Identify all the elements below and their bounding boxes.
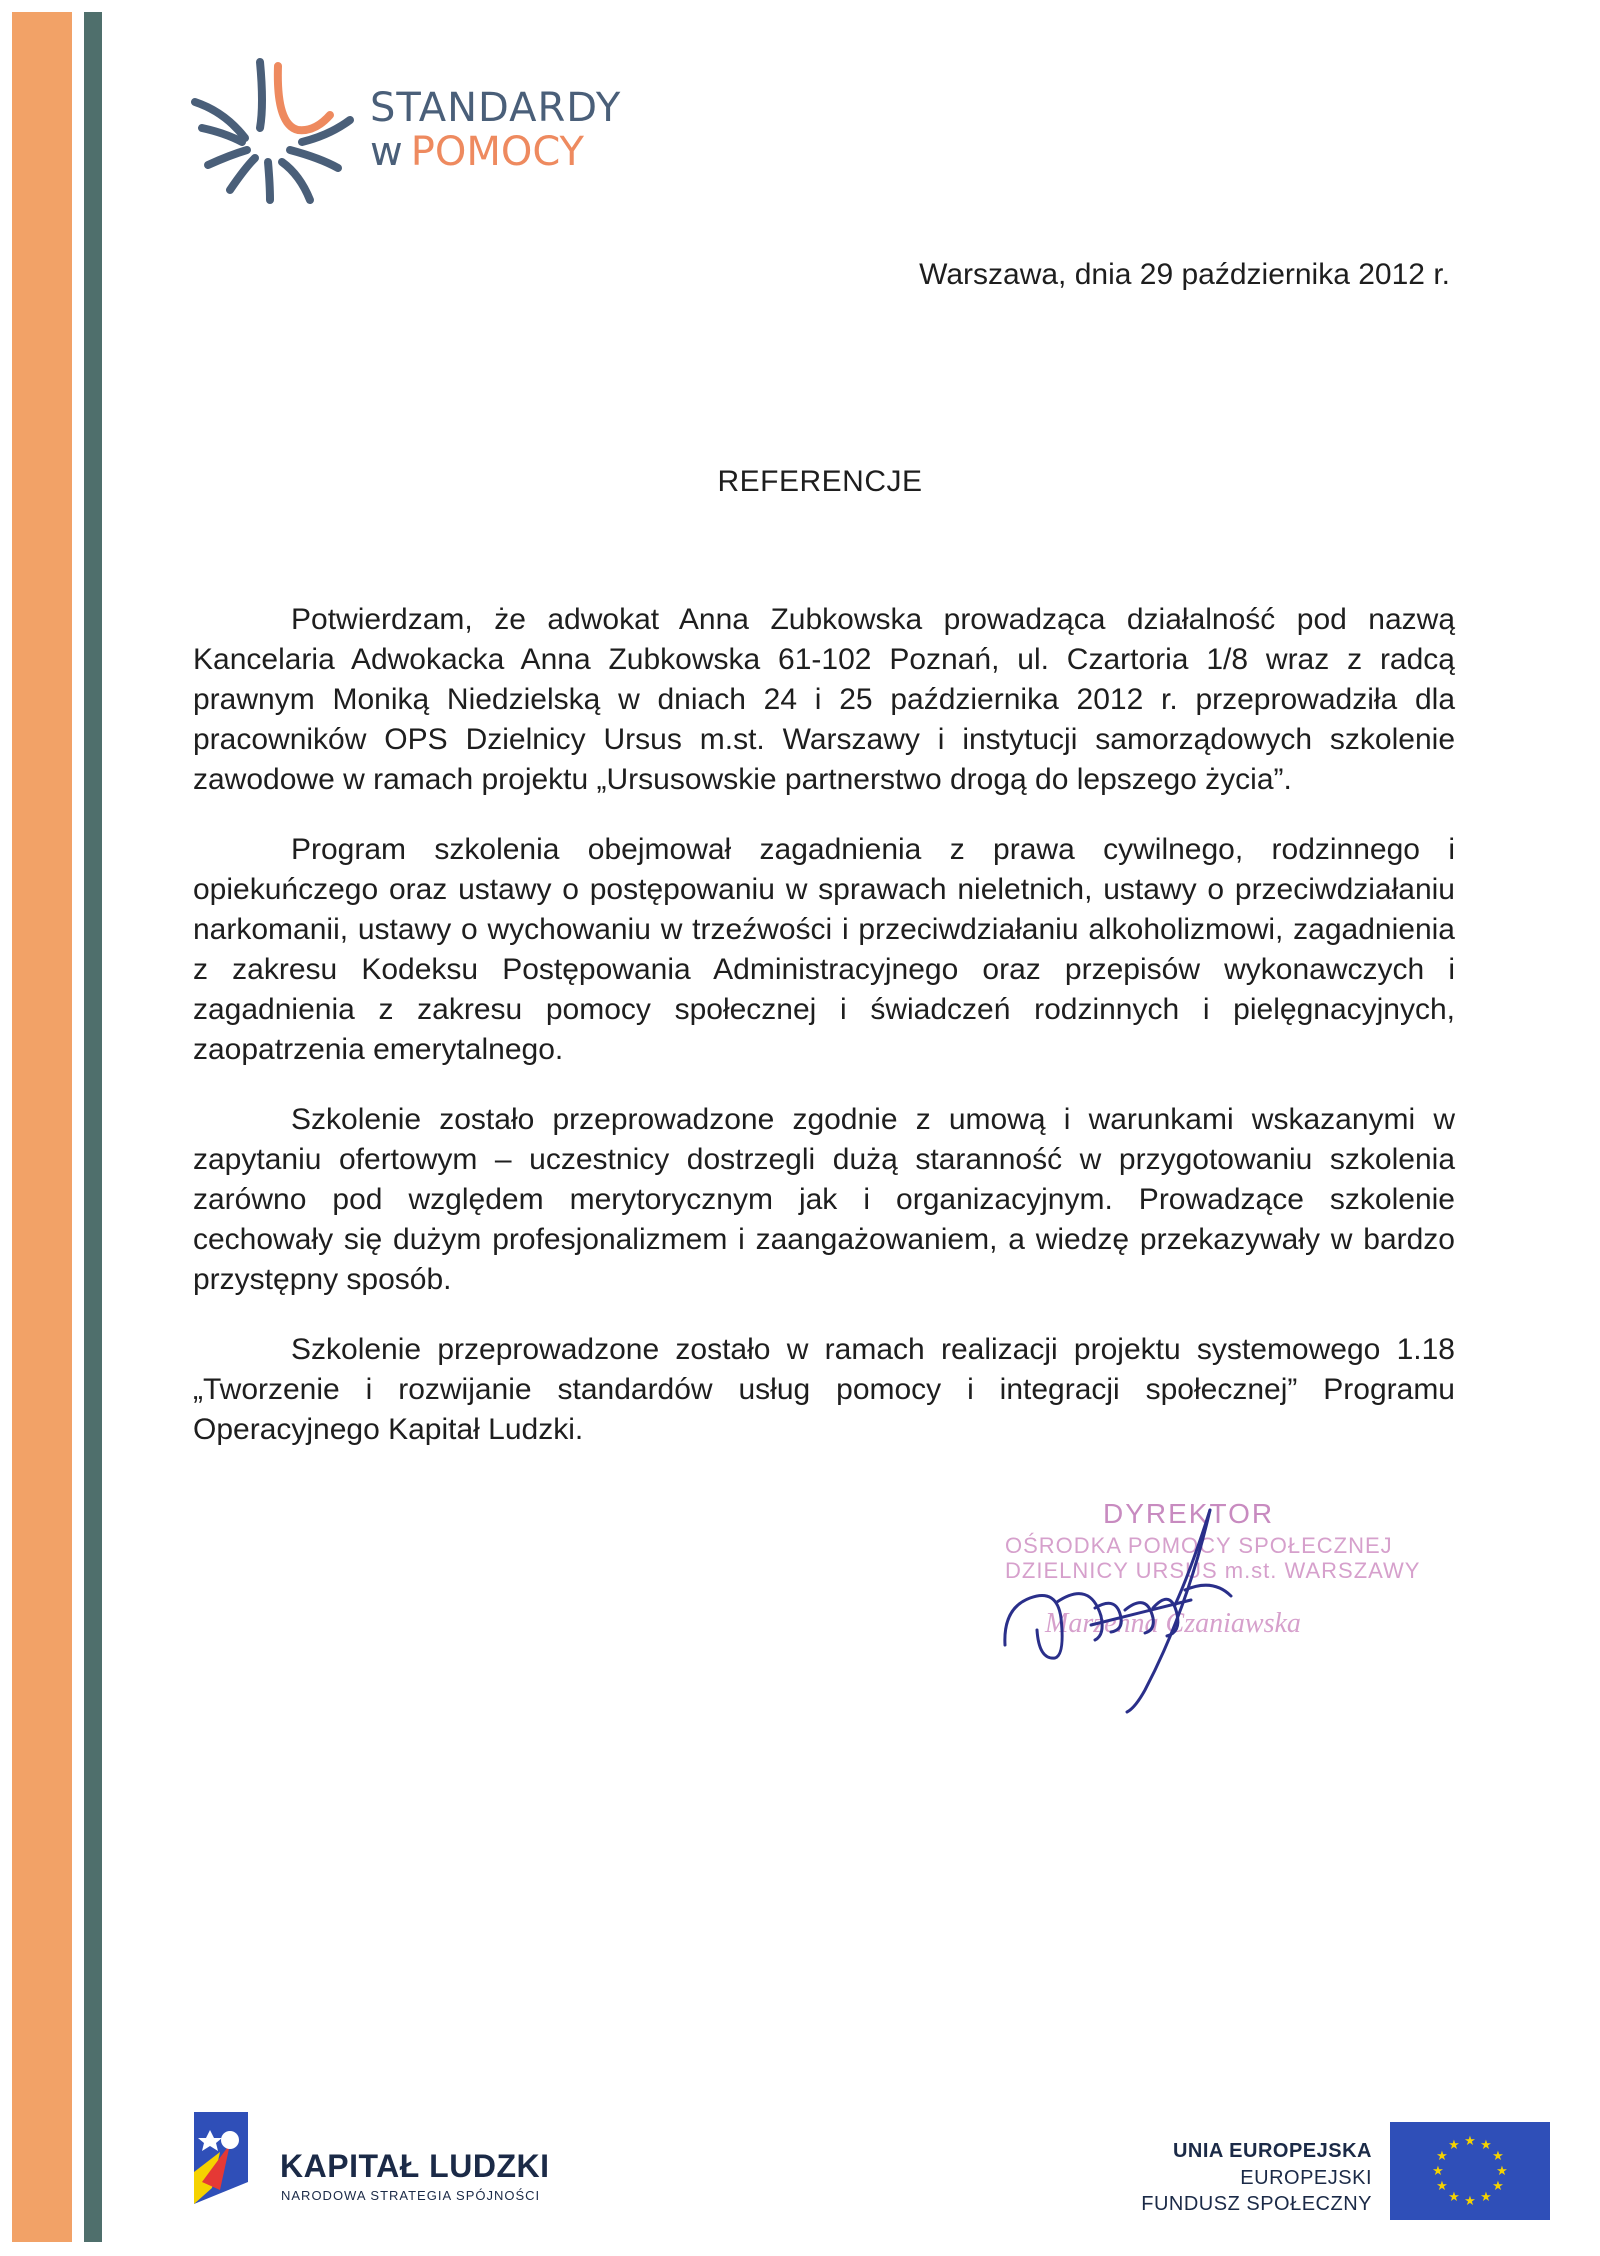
handwritten-signature-icon [995, 1490, 1395, 1740]
svg-text:★: ★ [1432, 2164, 1444, 2179]
eu-line-1: UNIA EUROPEJSKA [1172, 2140, 1372, 2162]
svg-text:★: ★ [1480, 2190, 1492, 2205]
eu-text [1141, 2140, 1372, 2216]
svg-text:★: ★ [1448, 2190, 1460, 2205]
svg-text:★: ★ [1436, 2179, 1448, 2194]
logo-pomocy: POMOCY [410, 129, 584, 175]
signature-block [995, 1490, 1421, 1740]
svg-text:★: ★ [1464, 2134, 1476, 2149]
paragraph-1: Potwierdzam, że adwokat Anna Zubkowska prowadząca działalność pod nazwą Kancelaria Adwokacka Anna Zubkowska 61-102 Poznań, ul. Czartoria 1/8 wraz z radcą prawnym Moniką Niedzielską w dniach 24 i 25 października 2012 r. przeprowadziła dla pracowników OPS Dzielnicy Ursus m.st. Warszawy i instytucji samorządowych szkolenie zawodowe w ramach projektu „Ursusowskie partnerstwo drogą do lepszego życia”. [193, 603, 1455, 796]
paragraph-3: Szkolenie zostało przeprowadzone zgodnie z umową i warunkami wskazanymi w zapytaniu ofertowym – uczestnicy dostrzegli dużą staranność w przygotowaniu szkolenia zarówno pod względem merytorycznym jak i organizacyjnym. Prowadzące szkolenie cechowały się dużym profesjonalizmem i zaangażowaniem, a wiedzę przekazywały w bardzo przystępny sposób. [193, 1103, 1455, 1296]
logo-w: w [370, 129, 403, 175]
svg-text:★: ★ [1496, 2164, 1508, 2179]
stamp-line-2: DZIELNICY URSUS m.st. WARSZAWY [1005, 1558, 1421, 1583]
letter-date: Warszawa, dnia 29 października 2012 r. [919, 258, 1450, 291]
eu-flag-icon [1390, 2122, 1550, 2220]
svg-text:★: ★ [1492, 2149, 1504, 2164]
kapital-ludzki-title: KAPITAŁ LUDZKI [280, 2148, 550, 2184]
svg-text:★: ★ [1448, 2138, 1460, 2153]
paragraph-4: Szkolenie przeprowadzone zostało w ramach realizacji projektu systemowego 1.18 „Tworzenie i rozwijanie standardów usług pomocy i integracji społecznej” Programu Operacyjnego Kapitał Ludzki. [193, 1333, 1455, 1446]
kapital-ludzki-emblem-icon [190, 2112, 252, 2204]
stamp-name: Marzenna Czaniawska [1045, 1608, 1301, 1639]
stamp-line-1: OŚRODKA POMOCY SPOŁECZNEJ [1005, 1533, 1393, 1558]
logo-w-pomocy [370, 129, 621, 175]
paragraph-2: Program szkolenia obejmował zagadnienia z prawa cywilnego, rodzinnego i opiekuńczego oraz ustawy o postępowaniu w sprawach nieletnich, ustawy o przeciwdziałaniu narkomanii, ustawy o wychowaniu w trzeźwości i przeciwdziałaniu alkoholizmowi, zagadnienia z zakresu Kodeksu Postępowania Administracyjnego oraz przepisów wykonawczych i zagadnienia z zakresu pomocy społecznej i świadczeń rodzinnych i pielęgnacyjnych, zaopatrzenia emerytalnego. [193, 833, 1455, 1066]
kapital-ludzki-subtitle: NARODOWA STRATEGIA SPÓJNOŚCI [281, 2188, 541, 2203]
eu-logo [1100, 2122, 1560, 2215]
left-orange-stripe [12, 12, 72, 2242]
svg-text:★: ★ [1436, 2149, 1448, 2164]
letter-body [193, 600, 1455, 1480]
svg-text:★: ★ [1464, 2194, 1476, 2209]
logo-text [370, 85, 622, 175]
eu-line-2: EUROPEJSKI [1240, 2167, 1372, 2189]
svg-text:★: ★ [1480, 2138, 1492, 2153]
left-teal-stripe [84, 12, 102, 2242]
stamp-title: DYREKTOR [1103, 1498, 1275, 1529]
eu-line-3: FUNDUSZ SPOŁECZNY [1141, 2193, 1372, 2215]
logo-standardy: STANDARDY [370, 85, 622, 131]
svg-text:★: ★ [1492, 2179, 1504, 2194]
standardy-star-logo-icon [190, 50, 365, 225]
standardy-logo [190, 50, 670, 225]
kapital-ludzki-logo [190, 2112, 590, 2202]
document-title: REFERENCJE [717, 465, 923, 498]
